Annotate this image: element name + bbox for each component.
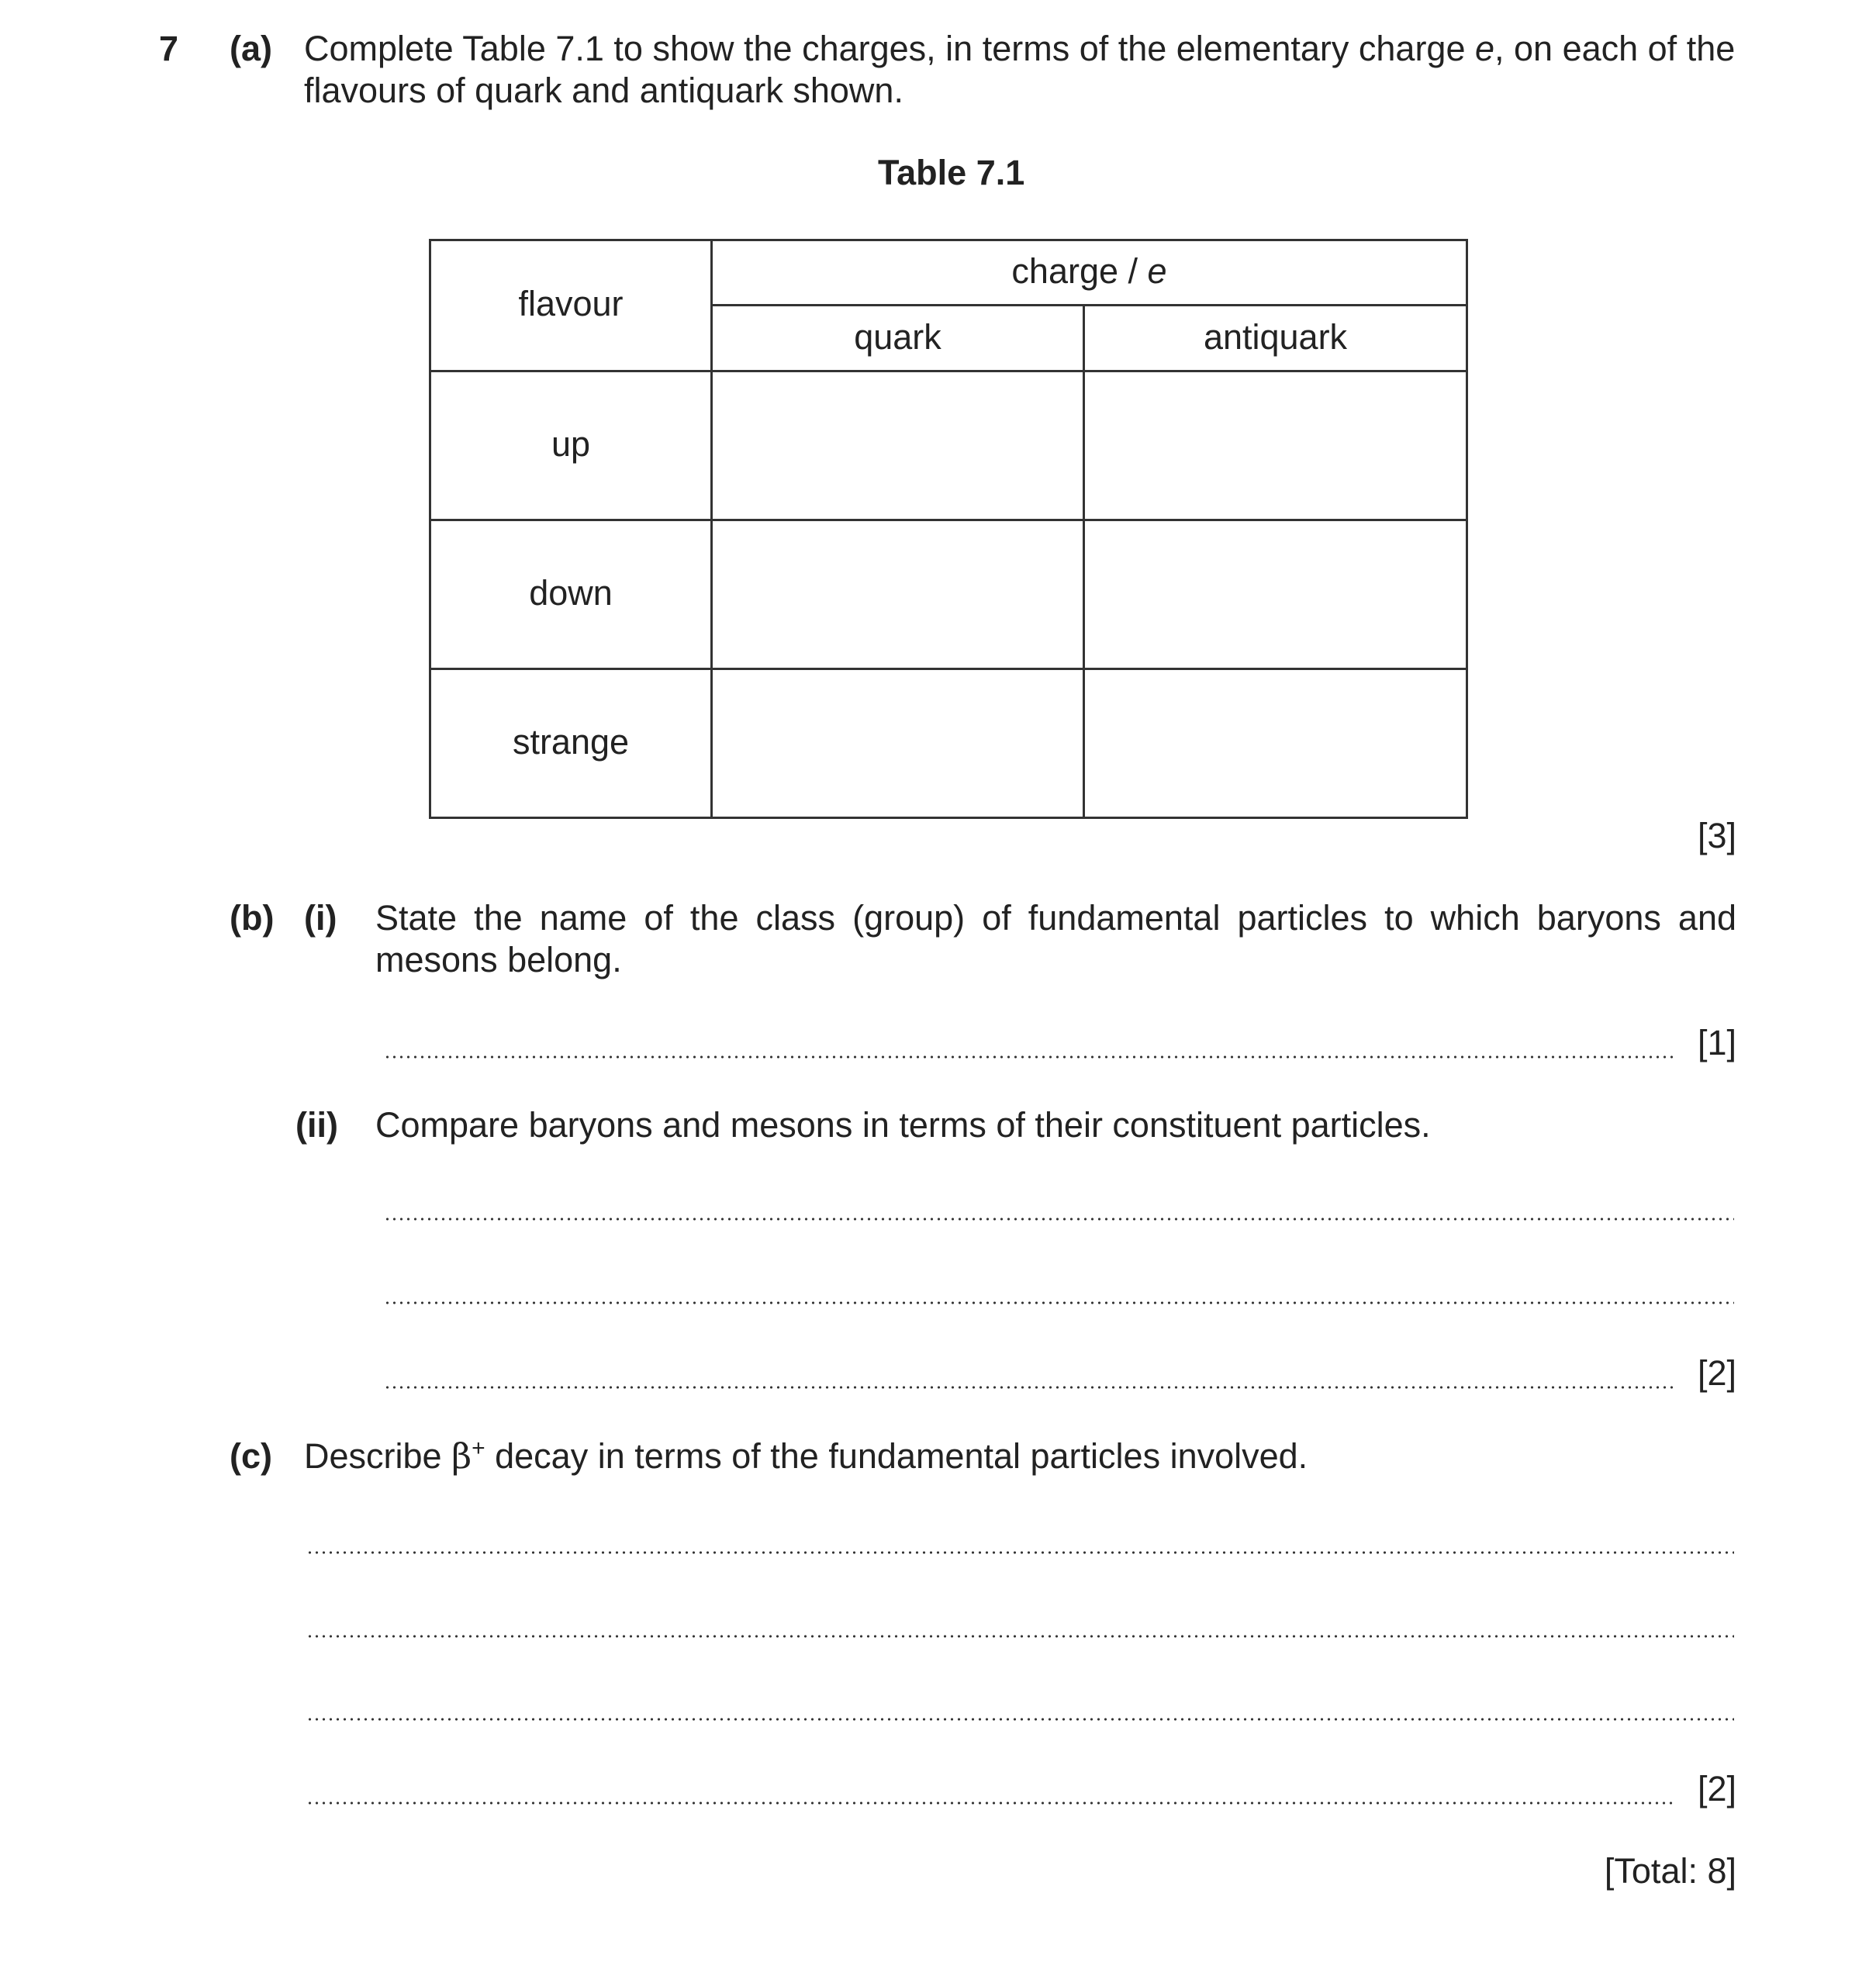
answer-line-b-ii-3[interactable] [384,1386,1675,1389]
table-divider-header [429,370,1468,372]
header-charge-label: charge [1011,251,1119,291]
part-c-label: (c) [230,1436,272,1476]
part-b-label: (b) [230,898,275,938]
answer-line-b-ii-2[interactable] [384,1301,1734,1304]
total-marks: [Total: 8] [1604,1851,1736,1891]
part-b-ii-text: Compare baryons and mesons in terms of their constituent particles. [375,1105,1431,1145]
answer-line-b-i[interactable] [384,1055,1675,1059]
part-a-marks: [3] [1697,816,1736,855]
header-charge-unit: e [1147,251,1167,291]
part-a-text-italic: e [1474,29,1495,68]
part-b-i-text: State the name of the class (group) of fundamental particles to which baryons and mesons belong. [375,898,1736,979]
part-c-text-after: decay in terms of the fundamental particles involved. [485,1436,1308,1476]
header-quark: quark [854,317,941,357]
beta-symbol: β [451,1435,472,1477]
part-a-text [304,28,1739,112]
answer-line-b-ii-1[interactable] [384,1218,1734,1221]
part-b-i-label: (i) [304,898,337,938]
part-a-text-after: , on each of the flavours of quark and antiquark shown. [304,29,1736,110]
header-antiquark: antiquark [1203,317,1348,357]
part-c-text-before: Describe [304,1436,452,1476]
table-divider-row1 [429,519,1468,521]
part-c-text [304,1435,1739,1477]
table-divider-row2 [429,668,1468,670]
table-border-bottom [429,817,1468,819]
part-a-text-before: Complete Table 7.1 to show the charges, in terms of the elementary charge [304,29,1475,68]
answer-line-c-3[interactable] [306,1718,1734,1721]
table-divider-quark [1083,304,1085,819]
row-flavour-up: up [551,424,591,464]
part-b-ii-label: (ii) [295,1105,338,1145]
question-number: 7 [159,29,179,68]
header-charge [713,250,1466,292]
header-charge-slash: / [1118,251,1148,291]
row-flavour-down: down [529,573,613,613]
part-c-marks: [2] [1697,1769,1736,1808]
answer-line-c-4[interactable] [306,1802,1675,1805]
part-b-i-marks: [1] [1697,1023,1736,1062]
table-divider-charge [710,304,1468,306]
part-a-label: (a) [230,29,272,68]
beta-superscript: + [472,1435,485,1461]
answer-line-c-1[interactable] [306,1551,1734,1554]
header-flavour: flavour [518,284,624,323]
table-border-top [429,239,1468,241]
table-caption: Table 7.1 [878,153,1025,192]
answer-line-c-2[interactable] [306,1635,1734,1638]
table-border-right [1466,239,1468,819]
part-b-ii-marks: [2] [1697,1353,1736,1393]
row-flavour-strange: strange [512,722,630,762]
